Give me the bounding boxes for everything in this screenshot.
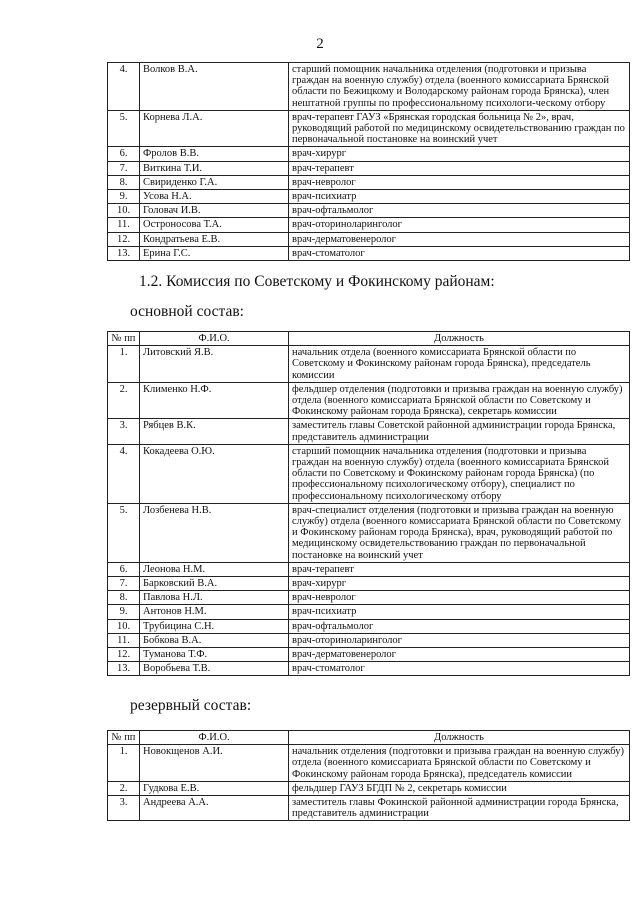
table-row (108, 781, 630, 795)
cell-num: 7. (108, 161, 140, 175)
table-row (108, 605, 630, 619)
page-number: 2 (316, 36, 324, 52)
table-row (108, 147, 630, 161)
header-role: Должность (289, 731, 630, 745)
reserve-composition-label: резервный состав: (130, 697, 252, 714)
cell-role: врач-стоматолог (289, 246, 630, 260)
cell-role: врач-хирург (289, 577, 630, 591)
cell-num: 12. (108, 232, 140, 246)
cell-name: Волков В.А. (140, 63, 289, 111)
table-row (108, 382, 630, 419)
cell-name: Головач И.В. (140, 204, 289, 218)
cell-num: 7. (108, 577, 140, 591)
cell-name: Ерина Г.С. (140, 246, 289, 260)
cell-name: Лозбенева Н.В. (140, 503, 289, 562)
cell-role: врач-хирург (289, 147, 630, 161)
cell-role: врач-дерматовенеролог (289, 648, 630, 662)
cell-num: 10. (108, 204, 140, 218)
cell-role: врач-невролог (289, 175, 630, 189)
main-composition-label: основной состав: (130, 303, 244, 320)
cell-name: Бобкова В.А. (140, 633, 289, 647)
cell-num: 5. (108, 503, 140, 562)
cell-name: Литовский Я.В. (140, 346, 289, 383)
table-row (108, 444, 630, 503)
cell-num: 8. (108, 175, 140, 189)
cell-num: 6. (108, 562, 140, 576)
table-row (108, 577, 630, 591)
cell-name: Антонов Н.М. (140, 605, 289, 619)
cell-num: 2. (108, 781, 140, 795)
cell-name: Андреева А.А. (140, 796, 289, 821)
cell-num: 8. (108, 591, 140, 605)
table-row (108, 246, 630, 260)
cell-name: Кокадеева О.Ю. (140, 444, 289, 503)
cell-role: врач-психиатр (289, 605, 630, 619)
header-num: № пп (108, 731, 140, 745)
table-row (108, 648, 630, 662)
cell-name: Свириденко Г.А. (140, 175, 289, 189)
table-row (108, 204, 630, 218)
cell-role: фельдшер отделения (подготовки и призыва граждан на военную службу) отдела (военного комиссариата Брянской области по Советскому и Фокинскому районам города Брянска), секретарь комиссии (289, 382, 630, 419)
cell-name: Фролов В.В. (140, 147, 289, 161)
cell-role: врач-специалист отделения (подготовки и призыва граждан на военную службу) отдела (военного комиссариата Брянской области по Советскому и Фокинскому районам города Брянска), врач, руководящий работой по медицинскому освидетельствованию граждан по первоначальной постановке на воинский учет (289, 503, 630, 562)
table-row (108, 218, 630, 232)
table-row (108, 63, 630, 111)
cell-num: 12. (108, 648, 140, 662)
cell-name: Клименко Н.Ф. (140, 382, 289, 419)
cell-num: 1. (108, 346, 140, 383)
table-row (108, 110, 630, 147)
cell-num: 6. (108, 147, 140, 161)
header-num: № пп (108, 332, 140, 346)
cell-name: Туманова Т.Ф. (140, 648, 289, 662)
cell-role: врач-оториноларинголог (289, 633, 630, 647)
cell-num: 13. (108, 662, 140, 676)
cell-name: Леонова Н.М. (140, 562, 289, 576)
table-row (108, 562, 630, 576)
cell-name: Рябцев В.К. (140, 419, 289, 444)
cell-role: врач-невролог (289, 591, 630, 605)
cell-role: врач-терапевт ГАУЗ «Брянская городская больница № 2», врач, руководящий работой по медицинскому освидетельствованию граждан по первоначальной постановке на воинский учет (289, 110, 630, 147)
cell-role: врач-терапевт (289, 161, 630, 175)
cell-role: врач-психиатр (289, 190, 630, 204)
table-header-row (108, 332, 630, 346)
table-row (108, 633, 630, 647)
table-row (108, 591, 630, 605)
cell-name: Павлова Н.Л. (140, 591, 289, 605)
table-row (108, 190, 630, 204)
cell-num: 9. (108, 605, 140, 619)
cell-role: заместитель главы Фокинской районной администрации города Брянска, представитель администрации (289, 796, 630, 821)
cell-name: Гудкова Е.В. (140, 781, 289, 795)
cell-role: врач-оториноларинголог (289, 218, 630, 232)
table-row (108, 619, 630, 633)
cell-num: 2. (108, 382, 140, 419)
cell-num: 3. (108, 419, 140, 444)
cell-num: 9. (108, 190, 140, 204)
cell-role: начальник отдела (военного комиссариата Брянской области по Советскому и Фокинскому районам города Брянска), председатель комиссии (289, 346, 630, 383)
cell-role: врач-стоматолог (289, 662, 630, 676)
table-header-row (108, 731, 630, 745)
cell-num: 10. (108, 619, 140, 633)
table-row (108, 662, 630, 676)
cell-name: Новокщенов А.И. (140, 745, 289, 782)
cell-role: врач-терапевт (289, 562, 630, 576)
table-row (108, 175, 630, 189)
cell-num: 4. (108, 444, 140, 503)
cell-num: 4. (108, 63, 140, 111)
table-row (108, 346, 630, 383)
table-row (108, 419, 630, 444)
cell-name: Остроносова Т.А. (140, 218, 289, 232)
cell-role: фельдшер ГАУЗ БГДП № 2, секретарь комиссии (289, 781, 630, 795)
cell-name: Воробьева Т.В. (140, 662, 289, 676)
cell-role: начальник отделения (подготовки и призыва граждан на военную службу) отдела (военного комиссариата Брянской области по Советскому и Фокинскому районам города Брянска), председатель комиссии (289, 745, 630, 782)
cell-role: старший помощник начальника отделения (подготовки и призыва граждан на военную службу) отдела (военного комиссариата Брянской области по Советскому и Фокинскому районам города Брянска) (по профессиональному психологическому отбору), специалист по профессиональному психологическому отбору (289, 444, 630, 503)
header-role: Должность (289, 332, 630, 346)
reserve-composition-table (107, 730, 630, 821)
cell-name: Кондратьева Е.В. (140, 232, 289, 246)
main-composition-table (107, 331, 630, 676)
table-row (108, 161, 630, 175)
commission-table-continued (107, 62, 630, 261)
table-row (108, 232, 630, 246)
cell-role: заместитель главы Советской районной администрации города Брянска, представитель администрации (289, 419, 630, 444)
cell-num: 11. (108, 633, 140, 647)
cell-name: Усова Н.А. (140, 190, 289, 204)
table-row (108, 796, 630, 821)
cell-name: Виткина Т.И. (140, 161, 289, 175)
cell-name: Корнева Л.А. (140, 110, 289, 147)
table-row (108, 503, 630, 562)
cell-role: врач-офтальмолог (289, 619, 630, 633)
cell-num: 3. (108, 796, 140, 821)
cell-num: 5. (108, 110, 140, 147)
header-name: Ф.И.О. (140, 731, 289, 745)
section-title: 1.2. Комиссия по Советскому и Фокинскому районам: (139, 273, 495, 290)
table-row (108, 745, 630, 782)
cell-num: 1. (108, 745, 140, 782)
cell-name: Трубицина С.Н. (140, 619, 289, 633)
cell-num: 11. (108, 218, 140, 232)
cell-name: Барковский В.А. (140, 577, 289, 591)
cell-role: врач-дерматовенеролог (289, 232, 630, 246)
cell-num: 13. (108, 246, 140, 260)
cell-role: старший помощник начальника отделения (подготовки и призыва граждан на военную службу) отдела (военного комиссариата Брянской области по Бежицкому и Володарскому районам города Брянска), член нештатной группы по профессиональному психологи-ческому отбору (289, 63, 630, 111)
cell-role: врач-офтальмолог (289, 204, 630, 218)
header-name: Ф.И.О. (140, 332, 289, 346)
